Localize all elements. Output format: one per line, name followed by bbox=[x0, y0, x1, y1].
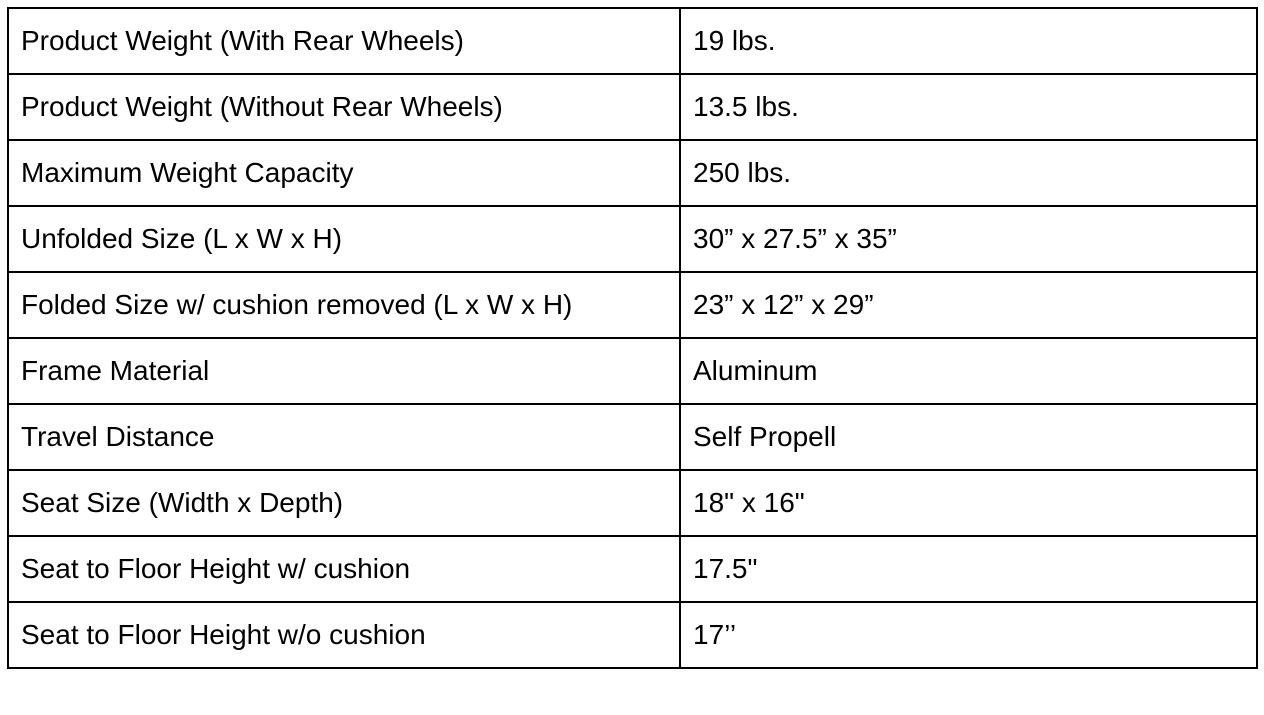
spec-value: 30” x 27.5” x 35” bbox=[680, 206, 1257, 272]
table-row bbox=[8, 404, 1257, 470]
table-row bbox=[8, 74, 1257, 140]
table-row bbox=[8, 602, 1257, 668]
table-row bbox=[8, 140, 1257, 206]
table-row bbox=[8, 8, 1257, 74]
spec-value: Aluminum bbox=[680, 338, 1257, 404]
spec-label: Maximum Weight Capacity bbox=[8, 140, 680, 206]
spec-value: 13.5 lbs. bbox=[680, 74, 1257, 140]
spec-value: 17.5" bbox=[680, 536, 1257, 602]
spec-label: Unfolded Size (L x W x H) bbox=[8, 206, 680, 272]
spec-value: 19 lbs. bbox=[680, 8, 1257, 74]
table-row bbox=[8, 338, 1257, 404]
spec-value: 23” x 12” x 29” bbox=[680, 272, 1257, 338]
spec-label: Travel Distance bbox=[8, 404, 680, 470]
spec-label: Product Weight (Without Rear Wheels) bbox=[8, 74, 680, 140]
spec-label: Seat Size (Width x Depth) bbox=[8, 470, 680, 536]
table-row bbox=[8, 470, 1257, 536]
spec-table bbox=[7, 7, 1258, 669]
spec-label: Frame Material bbox=[8, 338, 680, 404]
spec-label: Seat to Floor Height w/o cushion bbox=[8, 602, 680, 668]
spec-label: Seat to Floor Height w/ cushion bbox=[8, 536, 680, 602]
spec-value: 17’’ bbox=[680, 602, 1257, 668]
table-row bbox=[8, 272, 1257, 338]
spec-value: 250 lbs. bbox=[680, 140, 1257, 206]
spec-value: 18" x 16" bbox=[680, 470, 1257, 536]
table-row bbox=[8, 536, 1257, 602]
spec-label: Product Weight (With Rear Wheels) bbox=[8, 8, 680, 74]
spec-label: Folded Size w/ cushion removed (L x W x H) bbox=[8, 272, 680, 338]
table-row bbox=[8, 206, 1257, 272]
spec-value: Self Propell bbox=[680, 404, 1257, 470]
